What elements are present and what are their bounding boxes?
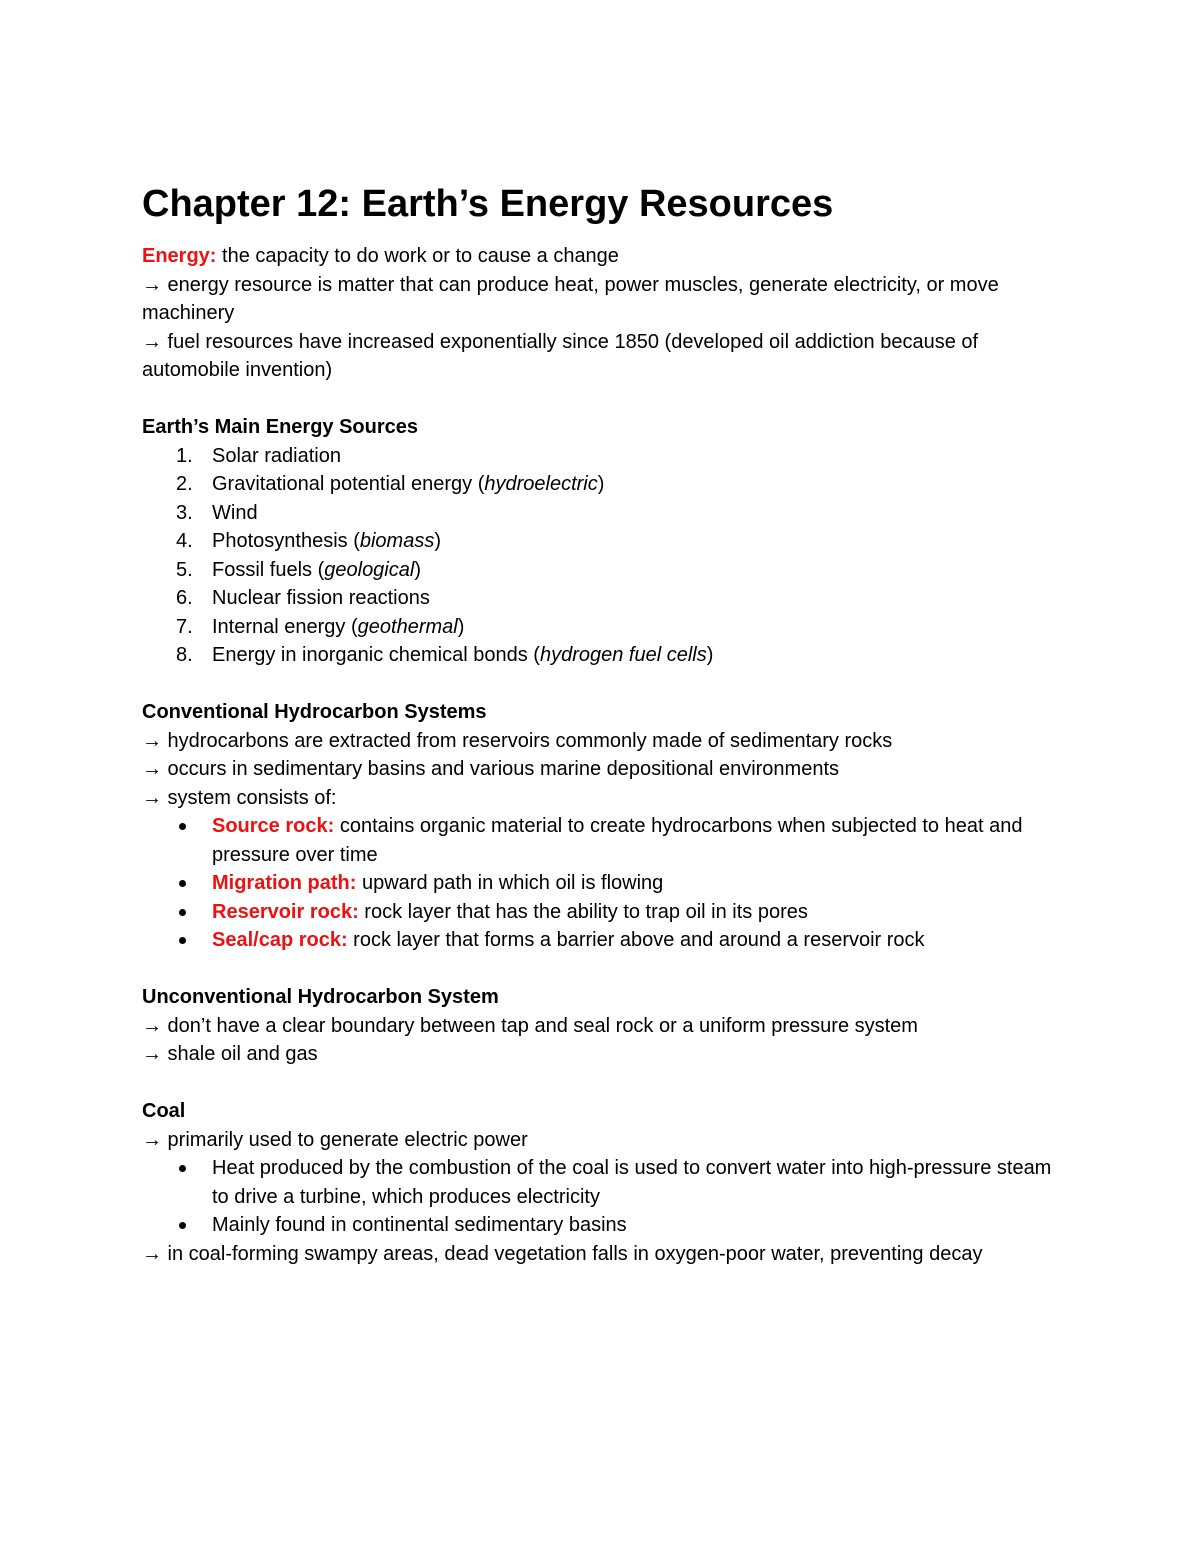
list-item [142,869,1062,898]
conventional-note: → hydrocarbons are extracted from reservoirs commonly made of sedimentary rocks [142,729,893,752]
page-title: Chapter 12: Earth’s Energy Resources [142,183,834,225]
component-text: rock layer that forms a barrier above and around a reservoir rock [347,929,925,951]
list-item-text: Photosynthesis ( [212,530,360,552]
list-item-text: ) [597,473,605,495]
list-item-emphasis: geothermal [357,615,458,638]
list-item [142,499,1062,528]
list-item-text: ) [434,530,442,552]
component-term: Migration path: [212,872,357,894]
energy-note: → energy resource is matter that can produce heat, power muscles, generate electricity, or move machinery [142,273,999,324]
list-item-emphasis: hydroelectric [484,473,598,495]
list-item-text: Nuclear fission reactions [212,587,430,609]
spacer [142,955,1062,984]
list-item-text: ) [706,644,714,666]
list-item-text: Mainly found in continental sedimentary basins [212,1214,627,1236]
unconventional-note: → shale oil and gas [142,1043,318,1065]
list-item [142,641,1062,670]
bullet-icon [179,823,186,830]
list-number: 5. [176,558,193,581]
list-item-text: ) [414,558,421,581]
list-item [142,926,1062,955]
component-text: upward path in which oil is flowing [356,872,664,894]
energy-note: → fuel resources have increased exponentially since 1850 (developed oil addiction because of automobile invention) [142,330,979,381]
component-text: rock layer that has the ability to trap oil in its pores [358,900,808,923]
list-item-text: Internal energy ( [212,615,358,638]
bullet-icon [179,880,186,887]
system-components-list [142,812,1062,955]
spacer [142,1069,1062,1098]
list-item-text: Gravitational potential energy ( [212,473,485,495]
list-item [142,898,1062,927]
component-text: contains organic material to create hydrocarbons when subjected to heat and pressure over time [212,815,1023,866]
coal-heading: Coal [142,1100,186,1122]
list-item-text: Energy in inorganic chemical bonds ( [212,644,540,666]
list-item-text: Heat produced by the combustion of the coal is used to convert water into high-pressure steam to drive a turbine, which produces electricity [212,1157,1052,1208]
document-page [142,178,1062,1268]
main-sources-heading: Earth’s Main Energy Sources [142,416,419,438]
energy-term: Energy: [142,245,217,267]
list-item-text: Fossil fuels ( [212,558,325,581]
bullet-icon [179,1165,186,1172]
energy-definition [142,242,1062,271]
conventional-note: → occurs in sedimentary basins and various marine depositional environments [142,758,840,780]
list-item [142,812,1062,869]
conventional-heading: Conventional Hydrocarbon Systems [142,701,487,723]
list-item-text: Wind [212,501,258,524]
list-number: 1. [176,444,193,467]
spacer [142,670,1062,699]
component-term: Source rock: [212,815,335,837]
component-term: Seal/cap rock: [212,929,348,951]
list-item-emphasis: hydrogen fuel cells [539,644,707,666]
list-item [142,1211,1062,1240]
list-item [142,613,1062,642]
list-item-text: ) [457,615,465,638]
list-item [142,527,1062,556]
coal-note: → in coal-forming swampy areas, dead vegetation falls in oxygen-poor water, preventing decay [142,1242,983,1265]
list-item [142,584,1062,613]
list-item [142,442,1062,471]
list-item-text: Solar radiation [212,444,341,467]
list-number: 2. [176,473,193,495]
bullet-icon [179,909,186,916]
list-item [142,556,1062,585]
list-item [142,470,1062,499]
energy-definition-text: the capacity to do work or to cause a change [216,245,619,267]
coal-note: → primarily used to generate electric power [142,1128,528,1151]
list-item [142,1154,1062,1211]
list-item-emphasis: biomass [359,530,435,552]
list-number: 3. [176,501,193,524]
list-item-emphasis: geological [324,558,415,581]
spacer [142,385,1062,414]
bullet-icon [179,1222,186,1229]
main-sources-list [142,442,1062,670]
conventional-note: → system consists of: [142,786,337,809]
list-number: 4. [176,530,193,552]
list-number: 7. [176,615,193,638]
unconventional-note: → don’t have a clear boundary between tap and seal rock or a uniform pressure system [142,1014,918,1037]
coal-list [142,1154,1062,1240]
unconventional-heading: Unconventional Hydrocarbon System [142,986,499,1008]
list-number: 6. [176,587,193,609]
list-number: 8. [176,644,193,666]
component-term: Reservoir rock: [212,900,359,923]
bullet-icon [179,937,186,944]
